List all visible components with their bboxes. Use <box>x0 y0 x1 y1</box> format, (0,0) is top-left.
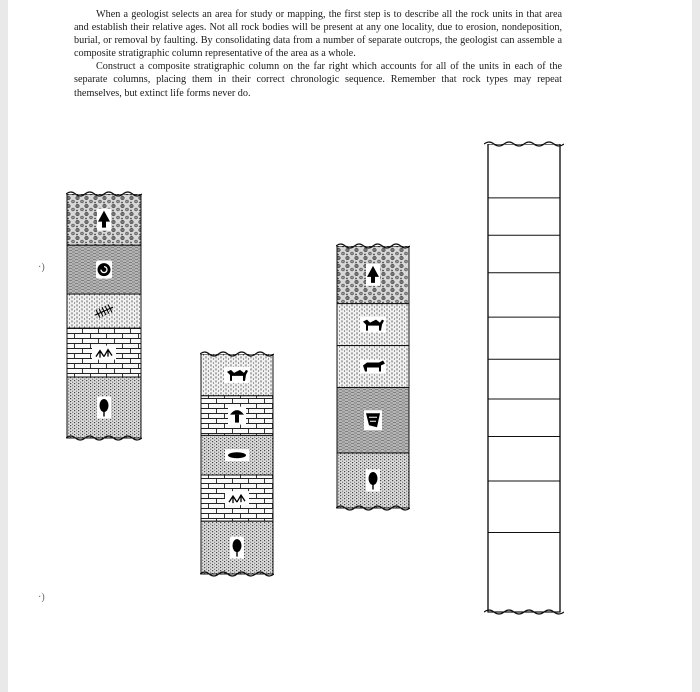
rock-unit-sandstone <box>337 304 409 346</box>
composite-column[interactable] <box>484 136 564 622</box>
shell-icon <box>364 410 382 430</box>
camel-icon <box>224 367 250 383</box>
rock-unit-limestone <box>67 328 141 377</box>
rock-unit-siltstone <box>337 453 409 508</box>
composite-column-outline <box>488 144 560 612</box>
column-2-drawing <box>200 348 274 580</box>
rock-unit-sandstone <box>337 346 409 388</box>
rock-unit-siltstone <box>201 521 273 574</box>
leaf-icon <box>230 537 244 559</box>
instructions-paragraph-1: When a geologist selects an area for study or mapping, the first step is to describe all the rock units in that area and establish their relative ages. Not all rock bodies will be present at any one locality, due to erosion, nondeposition, burial, or removal by faulting. By consolidating data from a number of separate outcrops, the geologist can assemble a composite stratigraphic column representative of the area as a whole. <box>74 9 562 60</box>
mushroom-icon <box>228 407 246 425</box>
rock-unit-siltstone <box>67 377 141 438</box>
margin-mark: ·) <box>38 592 45 603</box>
rock-unit-shale <box>67 245 141 294</box>
composite-column-drawing <box>484 136 564 622</box>
stratigraphic-column-1 <box>66 188 142 444</box>
bird-tracks-icon <box>92 346 116 360</box>
rock-unit-siltstone <box>201 435 273 475</box>
ammonite-icon <box>96 261 112 279</box>
leaf-icon <box>97 397 111 419</box>
tree-icon <box>97 209 111 231</box>
rock-unit-limestone <box>201 475 273 521</box>
tree-icon <box>366 264 380 286</box>
rock-unit-conglomerate <box>337 246 409 304</box>
stratigraphic-column-2 <box>200 348 274 580</box>
trilobite-icon <box>225 449 249 461</box>
rock-unit-sandstone <box>201 354 273 396</box>
margin-mark: ·) <box>38 262 45 273</box>
rock-unit-limestone <box>201 396 273 436</box>
page-edge-left <box>0 0 8 692</box>
column-1-drawing <box>66 188 142 444</box>
instructions-text <box>74 8 562 100</box>
camel-icon <box>360 317 386 333</box>
bird-tracks-icon <box>225 491 249 505</box>
rock-unit-shale <box>337 387 409 453</box>
rock-unit-sandstone <box>67 294 141 328</box>
rock-unit-conglomerate <box>67 194 141 245</box>
column-3-drawing <box>336 240 410 514</box>
page-edge-right <box>692 0 700 692</box>
horse-icon <box>360 360 386 374</box>
leaf-icon <box>366 469 380 491</box>
instructions-paragraph-2: Construct a composite stratigraphic column on the far right which accounts for all of the units in each of the separate columns, placing them in their correct chronologic sequence. Remember that rock types may repeat themselves, but extinct life forms never do. <box>74 61 562 99</box>
stratigraphic-column-3 <box>336 240 410 514</box>
